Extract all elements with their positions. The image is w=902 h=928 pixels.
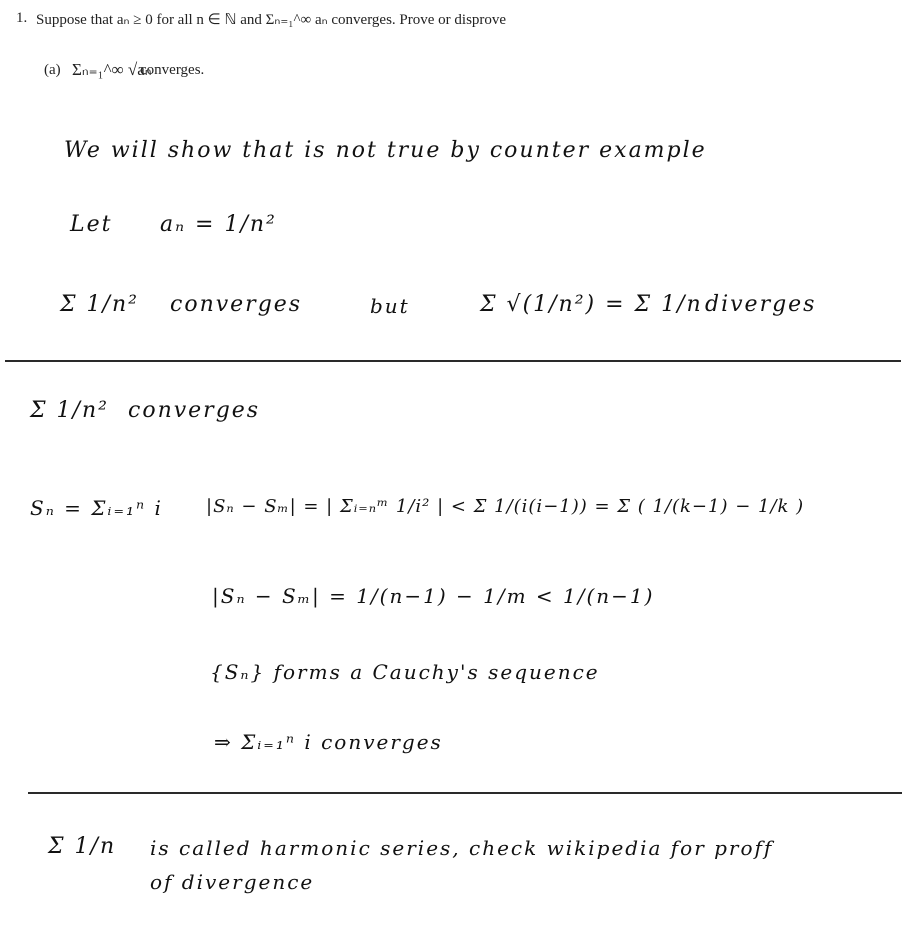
sum-inverse-squares: Σ 1/n² [60, 292, 139, 317]
part-a-text: converges. [140, 62, 205, 78]
divider-bottom [28, 792, 902, 794]
let-definition: aₙ = 1/n² [160, 212, 277, 237]
sum-sqrt-equals-harmonic: Σ √(1/n²) = Σ 1/n [480, 292, 703, 317]
problem-statement: Suppose that aₙ ≥ 0 for all n ∈ ℕ and Σₙ₌₁^∞ aₙ converges. Prove or disprove [36, 12, 507, 28]
convergence-conclusion: ⇒ Σᵢ₌₁ⁿ i converges [214, 730, 443, 754]
problem-number: 1. [16, 10, 28, 26]
harmonic-note-line2: of divergence [150, 870, 315, 894]
proof-heading-sum: Σ 1/n² [30, 398, 109, 423]
diverges-word: diverges [705, 292, 817, 317]
but-word: but [370, 294, 410, 318]
cauchy-inequality-2: |Sₙ − Sₘ| = 1/(n−1) − 1/m < 1/(n−1) [212, 584, 655, 608]
answer-intro: We will show that is not true by counter example [64, 138, 707, 163]
divider-top [5, 360, 901, 362]
proof-heading-word: converges [128, 398, 261, 423]
part-a-math: Σₙ₌₁^∞ √aₙ [72, 60, 152, 79]
part-a-label: (a) [44, 62, 61, 78]
cauchy-sequence-statement: {Sₙ} forms a Cauchy's sequence [210, 660, 600, 684]
harmonic-note-line1: is called harmonic series, check wikipedia for proff [150, 836, 774, 860]
let-word: Let [70, 212, 113, 237]
partial-sum-definition: Sₙ = Σᵢ₌₁ⁿ i [30, 496, 163, 520]
harmonic-sum: Σ 1/n [48, 834, 117, 859]
cauchy-inequality-1: |Sₙ − Sₘ| = | Σᵢ₌ₙᵐ 1/i² | < Σ 1/(i(i−1)) = Σ ( 1/(k−1) − 1/k ) [206, 496, 805, 517]
converges-word: converges [170, 292, 303, 317]
